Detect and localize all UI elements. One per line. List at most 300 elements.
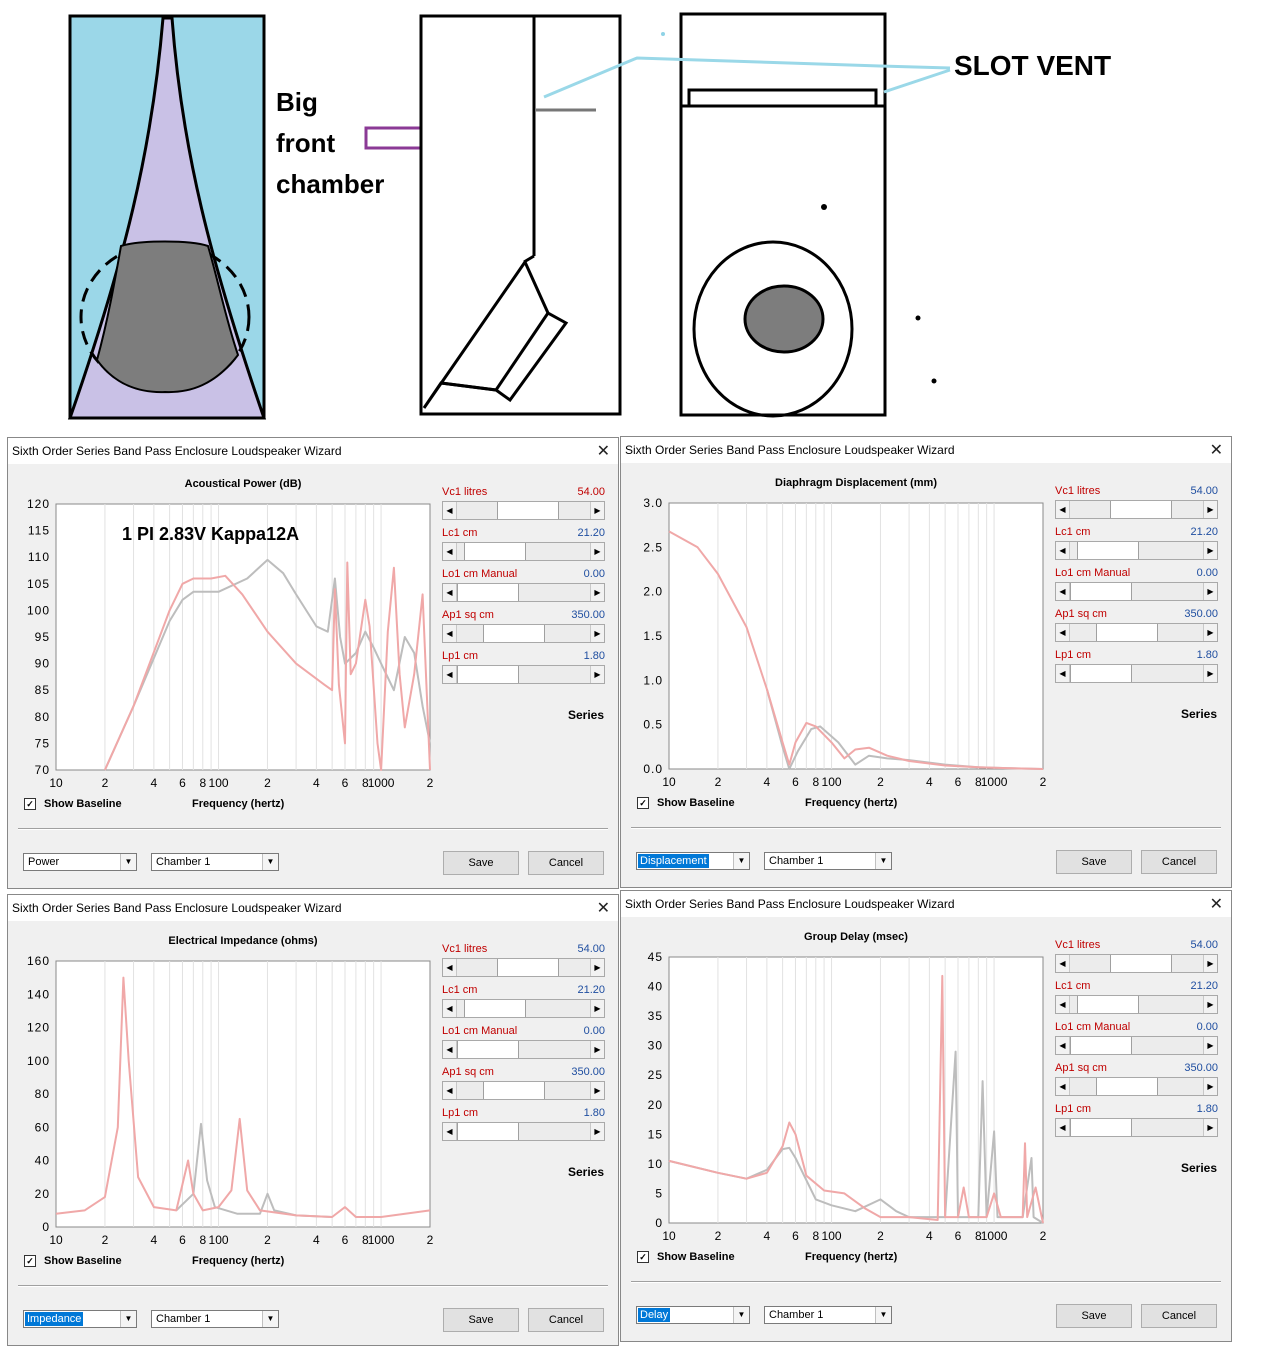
save-button-label: Save [468, 1314, 494, 1326]
param-value: 21.20 [1190, 980, 1218, 992]
y-tick-label: 2.5 [643, 540, 663, 555]
param-row [442, 486, 605, 526]
param-scrollbar[interactable] [442, 958, 605, 977]
frequency-axis-label: Frequency (hertz) [805, 797, 898, 809]
x-tick-label: 2 [426, 1233, 434, 1247]
param-label: Lo1 cm Manual [442, 1025, 518, 1037]
y-tick-label: 90 [34, 656, 50, 671]
param-row [442, 609, 605, 649]
x-tick-label: 6 [954, 1229, 962, 1243]
param-value: 54.00 [1190, 485, 1218, 497]
x-tick-label: 2 [1039, 1229, 1047, 1243]
scroll-left-icon[interactable]: ◀ [1056, 542, 1070, 559]
scroll-right-icon[interactable]: ▶ [590, 1041, 604, 1058]
close-icon[interactable]: ✕ [1209, 442, 1223, 459]
x-tick-label: 6 [792, 775, 799, 789]
y-tick-label: 60 [34, 1120, 50, 1135]
param-row [442, 650, 605, 690]
param-value: 1.80 [583, 650, 605, 662]
scrollbar-thumb[interactable] [464, 543, 526, 560]
scroll-right-icon[interactable]: ▶ [590, 584, 604, 601]
x-tick-label: 2 [101, 1233, 109, 1247]
close-icon[interactable]: ✕ [596, 443, 610, 460]
wizard-dialog [7, 437, 619, 889]
cancel-button[interactable] [528, 851, 604, 875]
x-tick-label: 4 [763, 1229, 771, 1243]
param-value: 350.00 [571, 609, 605, 621]
y-tick-label: 85 [34, 683, 50, 698]
mode-select[interactable] [23, 1310, 137, 1328]
checkbox-check-icon[interactable]: ✓ [24, 798, 36, 810]
y-tick-label: 0.0 [643, 762, 663, 776]
x-tick-label: 8 [199, 776, 207, 790]
cancel-button[interactable] [1141, 1304, 1217, 1328]
scroll-right-icon[interactable]: ▶ [1203, 1119, 1217, 1136]
save-button-label: Save [1081, 856, 1107, 868]
chart [8, 438, 438, 798]
scrollbar-thumb[interactable] [457, 1123, 519, 1140]
param-row [1055, 939, 1218, 979]
cancel-button-label: Cancel [548, 857, 584, 869]
scroll-right-icon[interactable]: ▶ [590, 1082, 604, 1099]
save-button-label: Save [468, 857, 494, 869]
scroll-left-icon[interactable]: ◀ [1056, 1037, 1070, 1054]
x-tick-label: 10 [49, 1233, 63, 1247]
scroll-left-icon[interactable]: ◀ [443, 543, 457, 560]
chevron-down-icon[interactable]: ▼ [733, 1307, 749, 1323]
save-button[interactable] [443, 1308, 519, 1332]
scroll-right-icon[interactable]: ▶ [1203, 996, 1217, 1013]
horn-drawing [70, 16, 264, 418]
y-tick-label: 0 [655, 1216, 663, 1230]
y-tick-label: 1.5 [643, 629, 663, 643]
y-tick-label: 120 [26, 1020, 50, 1035]
chamber-select-value: Chamber 1 [769, 1309, 824, 1321]
chart [621, 437, 1051, 797]
param-label: Vc1 litres [1055, 485, 1101, 497]
divider [631, 827, 1221, 829]
scroll-left-icon[interactable]: ◀ [1056, 583, 1070, 600]
wizard-dialog [620, 890, 1232, 1342]
chamber-select-value: Chamber 1 [156, 856, 211, 868]
show-baseline-label: Show Baseline [44, 1255, 122, 1267]
y-tick-label: 40 [647, 979, 663, 994]
scrollbar-thumb[interactable] [1070, 1119, 1132, 1136]
series-label: Series [1181, 707, 1218, 721]
chevron-down-icon[interactable]: ▼ [875, 853, 891, 869]
param-value: 1.80 [1196, 1103, 1218, 1115]
x-tick-label: 100 [208, 776, 229, 790]
param-value: 350.00 [1184, 608, 1218, 620]
chamber-select[interactable] [151, 1310, 279, 1328]
scrollbar-thumb[interactable] [457, 584, 519, 601]
param-label: Lc1 cm [442, 527, 478, 539]
param-value: 0.00 [583, 568, 605, 580]
param-label: Lp1 cm [442, 650, 479, 662]
param-row [1055, 1021, 1218, 1061]
param-label: Lo1 cm Manual [1055, 567, 1131, 579]
x-tick-label: 6 [341, 1233, 349, 1247]
y-tick-label: 100 [26, 1053, 50, 1068]
param-value: 54.00 [577, 943, 605, 955]
param-row [442, 527, 605, 567]
chamber-select-value: Chamber 1 [769, 855, 824, 867]
scroll-right-icon[interactable]: ▶ [590, 666, 604, 683]
scroll-right-icon[interactable]: ▶ [590, 1000, 604, 1017]
scroll-right-icon[interactable]: ▶ [1203, 955, 1217, 972]
param-label: Lo1 cm Manual [442, 568, 518, 580]
x-tick-label: 2 [1039, 775, 1047, 789]
scroll-right-icon[interactable]: ▶ [1203, 583, 1217, 600]
x-tick-label: 2 [877, 1229, 884, 1243]
scroll-left-icon[interactable]: ◀ [1056, 501, 1070, 518]
scroll-left-icon[interactable]: ◀ [443, 502, 457, 519]
mode-select[interactable] [636, 1306, 750, 1324]
x-tick-label: 4 [150, 776, 158, 790]
chevron-down-icon[interactable]: ▼ [120, 854, 136, 870]
window-title: Sixth Order Series Band Pass Enclosure Loudspeaker Wizard [12, 901, 342, 915]
param-value: 350.00 [1184, 1062, 1218, 1074]
checkbox-check-icon[interactable]: ✓ [637, 797, 649, 809]
param-scrollbar[interactable] [442, 1040, 605, 1059]
scrollbar-thumb[interactable] [1077, 996, 1139, 1013]
close-icon[interactable]: ✕ [1209, 896, 1223, 913]
x-tick-label: 2 [264, 1233, 271, 1247]
big-front-chamber-label [276, 82, 384, 205]
param-value: 21.20 [1190, 526, 1218, 538]
scroll-right-icon[interactable]: ▶ [590, 543, 604, 560]
scroll-right-icon[interactable]: ▶ [1203, 1037, 1217, 1054]
x-tick-label: 8 [974, 775, 982, 789]
param-row [1055, 526, 1218, 566]
scrollbar-thumb[interactable] [1077, 542, 1139, 559]
param-row [442, 1025, 605, 1065]
scrollbar-thumb[interactable] [464, 1000, 526, 1017]
chamber-select[interactable] [151, 853, 279, 871]
y-tick-label: 100 [26, 603, 50, 618]
scroll-right-icon[interactable]: ▶ [590, 502, 604, 519]
param-scrollbar[interactable] [442, 501, 605, 520]
param-scrollbar[interactable] [442, 999, 605, 1018]
cancel-button[interactable] [1141, 850, 1217, 874]
scrollbar-thumb[interactable] [497, 502, 559, 519]
x-tick-label: 100 [208, 1233, 229, 1247]
scroll-right-icon[interactable]: ▶ [1203, 542, 1217, 559]
chart-title: Group Delay (msec) [804, 931, 908, 943]
y-tick-label: 10 [647, 1156, 663, 1171]
scrollbar-thumb[interactable] [1070, 1037, 1132, 1054]
param-label: Lp1 cm [1055, 649, 1092, 661]
param-label: Vc1 litres [1055, 939, 1101, 951]
param-label: Ap1 sq cm [442, 1066, 494, 1078]
param-row [1055, 567, 1218, 607]
label-line-3: chamber [276, 169, 385, 199]
label-line-2: front [276, 128, 336, 158]
param-scrollbar[interactable] [1055, 623, 1218, 642]
slot-vent-label: SLOT VENT [954, 50, 1112, 81]
param-row [1055, 980, 1218, 1020]
chamber-select[interactable] [764, 1306, 892, 1324]
scroll-right-icon[interactable]: ▶ [590, 625, 604, 642]
mode-select-value: Displacement [640, 855, 707, 867]
cancel-button-label: Cancel [1161, 856, 1197, 868]
x-tick-label: 1000 [980, 1229, 1008, 1243]
y-tick-label: 30 [647, 1038, 663, 1053]
param-label: Ap1 sq cm [442, 609, 494, 621]
chamber-select[interactable] [764, 852, 892, 870]
param-scrollbar[interactable] [442, 1081, 605, 1100]
scrollbar-thumb[interactable] [1096, 624, 1158, 641]
param-value: 54.00 [1190, 939, 1218, 951]
show-baseline-checkbox[interactable] [24, 798, 122, 810]
param-scrollbar[interactable] [1055, 664, 1218, 683]
param-row [1055, 608, 1218, 648]
scrollbar-thumb[interactable] [483, 1082, 545, 1099]
y-tick-label: 95 [34, 630, 50, 644]
y-tick-label: 35 [647, 1009, 663, 1024]
param-label: Lc1 cm [1055, 980, 1091, 992]
chevron-down-icon[interactable]: ▼ [262, 1311, 278, 1327]
checkbox-check-icon[interactable]: ✓ [637, 1251, 649, 1263]
show-baseline-checkbox[interactable] [24, 1255, 122, 1267]
scrollbar-thumb[interactable] [1096, 1078, 1158, 1095]
x-tick-label: 2 [877, 775, 884, 789]
scroll-left-icon[interactable]: ◀ [443, 666, 457, 683]
param-scrollbar[interactable] [442, 624, 605, 643]
mode-select-value: Impedance [27, 1313, 82, 1325]
close-icon[interactable]: ✕ [596, 900, 610, 917]
scrollbar-thumb[interactable] [483, 625, 545, 642]
show-baseline-checkbox[interactable] [637, 1251, 735, 1263]
param-label: Lp1 cm [1055, 1103, 1092, 1115]
y-tick-label: 0 [42, 1220, 50, 1234]
param-scrollbar[interactable] [1055, 1118, 1218, 1137]
scrollbar-thumb[interactable] [497, 959, 559, 976]
param-scrollbar[interactable] [442, 1122, 605, 1141]
x-tick-label: 4 [150, 1233, 158, 1247]
x-tick-label: 4 [313, 776, 320, 790]
y-tick-label: 20 [647, 1097, 663, 1112]
y-tick-label: 115 [27, 523, 50, 538]
chevron-down-icon[interactable]: ▼ [262, 854, 278, 870]
scroll-right-icon[interactable]: ▶ [590, 959, 604, 976]
x-tick-label: 2 [714, 1229, 722, 1243]
chamber-select-value: Chamber 1 [156, 1313, 211, 1325]
mode-select[interactable] [636, 852, 750, 870]
param-label: Lc1 cm [1055, 526, 1091, 538]
wizard-dialog [620, 436, 1232, 888]
x-tick-label: 4 [763, 775, 771, 789]
y-tick-label: 160 [26, 954, 50, 968]
param-label: Vc1 litres [442, 486, 488, 498]
x-tick-label: 6 [179, 776, 186, 790]
param-label: Lc1 cm [442, 984, 478, 996]
scroll-left-icon[interactable]: ◀ [1056, 955, 1070, 972]
frequency-axis-label: Frequency (hertz) [192, 798, 285, 810]
scroll-left-icon[interactable]: ◀ [443, 1082, 457, 1099]
mode-select-value: Power [28, 856, 60, 868]
param-scrollbar[interactable] [442, 665, 605, 684]
param-label: Lo1 cm Manual [1055, 1021, 1131, 1033]
param-label: Ap1 sq cm [1055, 1062, 1107, 1074]
x-tick-label: 8 [361, 776, 369, 790]
x-tick-label: 8 [974, 1229, 982, 1243]
y-tick-label: 15 [647, 1127, 663, 1142]
chevron-down-icon[interactable]: ▼ [120, 1311, 136, 1327]
param-value: 21.20 [577, 984, 605, 996]
y-tick-label: 40 [34, 1153, 50, 1168]
scroll-left-icon[interactable]: ◀ [1056, 1078, 1070, 1095]
x-tick-label: 1000 [980, 775, 1008, 789]
x-tick-label: 8 [812, 1229, 820, 1243]
show-baseline-label: Show Baseline [44, 798, 122, 810]
y-tick-label: 140 [26, 987, 50, 1002]
param-scrollbar[interactable] [442, 583, 605, 602]
scrollbar-thumb[interactable] [457, 666, 519, 683]
x-tick-label: 100 [821, 775, 842, 789]
param-row [442, 1107, 605, 1147]
chart-title: Diaphragm Displacement (mm) [775, 477, 937, 489]
wizard-dialog [7, 894, 619, 1346]
x-tick-label: 10 [49, 776, 63, 790]
scroll-left-icon[interactable]: ◀ [443, 959, 457, 976]
x-tick-label: 10 [662, 1229, 676, 1243]
x-tick-label: 100 [821, 1229, 842, 1243]
param-scrollbar[interactable] [1055, 954, 1218, 973]
chart [8, 895, 438, 1255]
cancel-button-label: Cancel [548, 1314, 584, 1326]
y-tick-label: 45 [647, 950, 663, 964]
param-row [1055, 649, 1218, 689]
param-row [1055, 1103, 1218, 1143]
enclosure-sketch [0, 0, 1280, 434]
y-tick-label: 75 [34, 736, 50, 751]
x-tick-label: 4 [926, 775, 933, 789]
chevron-down-icon[interactable]: ▼ [875, 1307, 891, 1323]
scroll-left-icon[interactable]: ◀ [1056, 624, 1070, 641]
mode-select[interactable] [23, 853, 137, 871]
x-tick-label: 10 [662, 775, 676, 789]
param-scrollbar[interactable] [1055, 541, 1218, 560]
window-title: Sixth Order Series Band Pass Enclosure Loudspeaker Wizard [625, 897, 955, 911]
x-tick-label: 8 [199, 1233, 207, 1247]
param-scrollbar[interactable] [1055, 995, 1218, 1014]
x-tick-label: 8 [361, 1233, 369, 1247]
scroll-left-icon[interactable]: ◀ [1056, 996, 1070, 1013]
frequency-axis-label: Frequency (hertz) [192, 1255, 285, 1267]
save-button-label: Save [1081, 1310, 1107, 1322]
window-title: Sixth Order Series Band Pass Enclosure Loudspeaker Wizard [625, 443, 955, 457]
scrollbar-thumb[interactable] [1070, 583, 1132, 600]
scrollbar-thumb[interactable] [1110, 501, 1172, 518]
x-tick-label: 2 [264, 776, 271, 790]
y-tick-label: 25 [647, 1068, 663, 1083]
series-label: Series [1181, 1161, 1218, 1175]
param-label: Vc1 litres [442, 943, 488, 955]
y-tick-label: 70 [34, 763, 50, 777]
cancel-button[interactable] [528, 1308, 604, 1332]
show-baseline-checkbox[interactable] [637, 797, 735, 809]
save-button[interactable] [1056, 1304, 1132, 1328]
checkbox-check-icon[interactable]: ✓ [24, 1255, 36, 1267]
y-tick-label: 2.0 [643, 584, 663, 599]
scroll-left-icon[interactable]: ◀ [443, 1000, 457, 1017]
scroll-left-icon[interactable]: ◀ [1056, 665, 1070, 682]
param-value: 0.00 [1196, 1021, 1218, 1033]
x-tick-label: 8 [812, 775, 820, 789]
scroll-left-icon[interactable]: ◀ [443, 584, 457, 601]
scrollbar-thumb[interactable] [457, 1041, 519, 1058]
y-tick-label: 120 [26, 497, 50, 511]
param-row [442, 568, 605, 608]
param-scrollbar[interactable] [1055, 582, 1218, 601]
scroll-right-icon[interactable]: ▶ [1203, 501, 1217, 518]
save-button[interactable] [1056, 850, 1132, 874]
x-tick-label: 2 [101, 776, 109, 790]
param-value: 21.20 [577, 527, 605, 539]
divider [18, 1285, 608, 1287]
y-tick-label: 80 [34, 1087, 50, 1101]
scroll-right-icon[interactable]: ▶ [1203, 1078, 1217, 1095]
param-row [1055, 1062, 1218, 1102]
chart-title: Electrical Impedance (ohms) [168, 935, 318, 947]
chart [621, 891, 1051, 1251]
scroll-right-icon[interactable]: ▶ [590, 1123, 604, 1140]
front-chamber-drawing [421, 16, 620, 414]
x-tick-label: 6 [179, 1233, 186, 1247]
x-tick-label: 2 [426, 776, 434, 790]
param-row [442, 943, 605, 983]
x-tick-label: 1000 [367, 1233, 395, 1247]
y-tick-label: 3.0 [643, 496, 663, 510]
scrollbar-thumb[interactable] [1110, 955, 1172, 972]
scroll-left-icon[interactable]: ◀ [443, 1041, 457, 1058]
y-tick-label: 0.5 [643, 717, 663, 732]
scroll-left-icon[interactable]: ◀ [443, 625, 457, 642]
save-button[interactable] [443, 851, 519, 875]
scroll-right-icon[interactable]: ▶ [1203, 665, 1217, 682]
param-scrollbar[interactable] [1055, 1077, 1218, 1096]
scroll-right-icon[interactable]: ▶ [1203, 624, 1217, 641]
slot-vent-drawing [661, 14, 937, 416]
param-value: 0.00 [583, 1025, 605, 1037]
series-label: Series [568, 1165, 605, 1179]
cancel-button-label: Cancel [1161, 1310, 1197, 1322]
param-scrollbar[interactable] [1055, 500, 1218, 519]
scroll-left-icon[interactable]: ◀ [1056, 1119, 1070, 1136]
param-row [1055, 485, 1218, 525]
x-tick-label: 2 [714, 775, 722, 789]
y-tick-label: 1.0 [643, 673, 663, 688]
param-row [442, 1066, 605, 1106]
divider [18, 828, 608, 830]
x-tick-label: 6 [954, 775, 962, 789]
mode-select-value: Delay [640, 1309, 669, 1321]
show-baseline-label: Show Baseline [657, 797, 735, 809]
param-scrollbar[interactable] [1055, 1036, 1218, 1055]
param-row [442, 984, 605, 1024]
window-title: Sixth Order Series Band Pass Enclosure Loudspeaker Wizard [12, 444, 342, 458]
param-scrollbar[interactable] [442, 542, 605, 561]
scrollbar-thumb[interactable] [1070, 665, 1132, 682]
scroll-left-icon[interactable]: ◀ [443, 1123, 457, 1140]
label-line-1: Big [276, 87, 318, 117]
chevron-down-icon[interactable]: ▼ [733, 853, 749, 869]
x-tick-label: 6 [792, 1229, 799, 1243]
y-tick-label: 20 [34, 1186, 50, 1201]
y-tick-label: 105 [26, 576, 50, 591]
param-value: 54.00 [577, 486, 605, 498]
